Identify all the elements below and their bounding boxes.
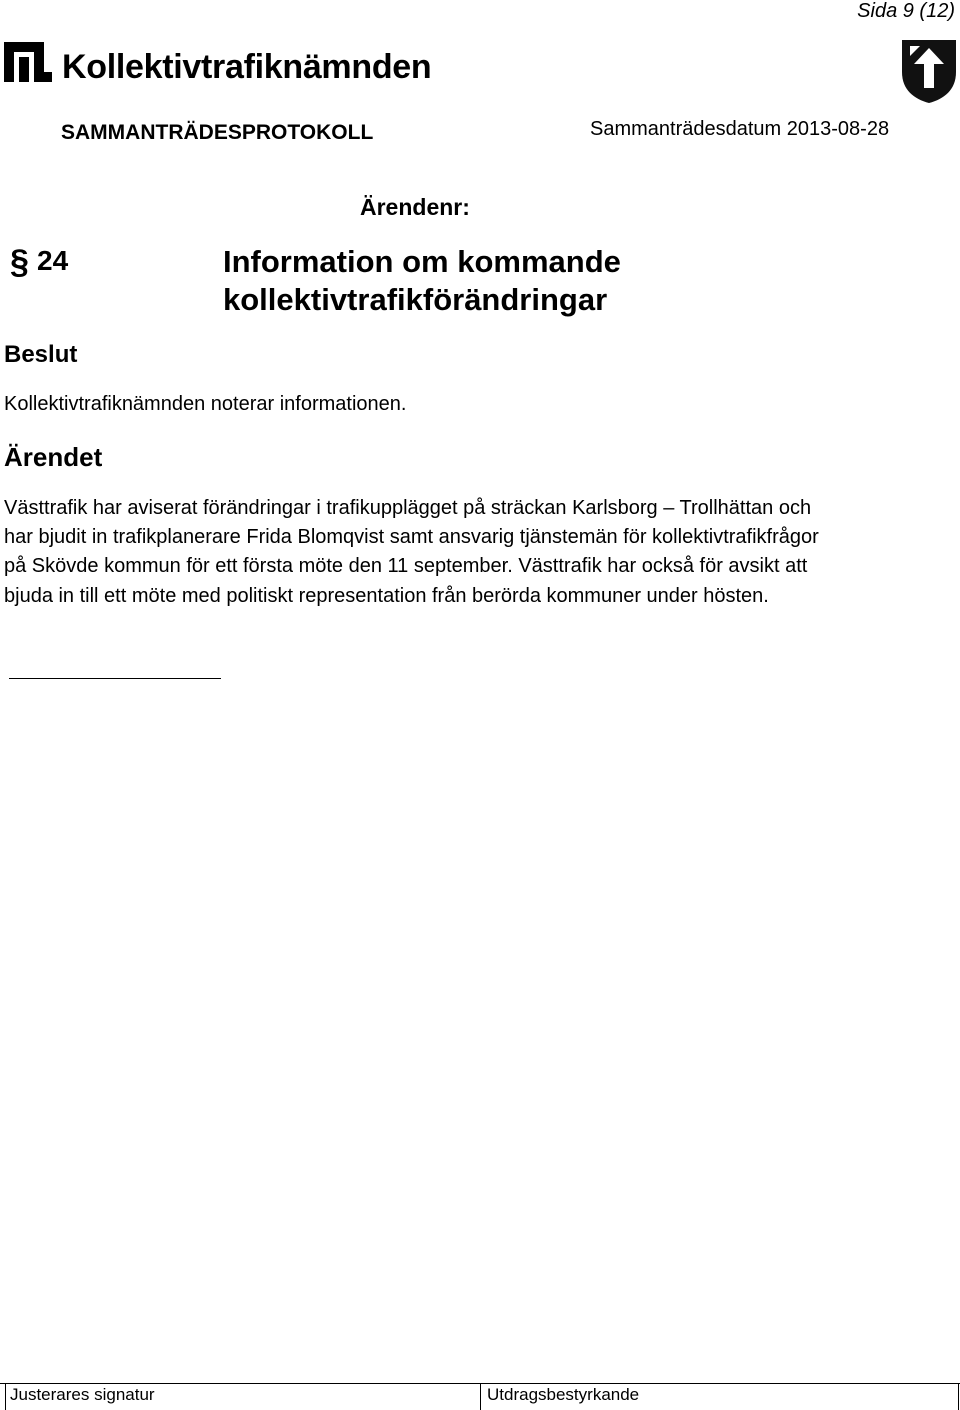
footer-cell-border: [480, 1383, 481, 1410]
matter-heading: Ärendet: [4, 442, 103, 472]
footer-cell-border: [958, 1383, 959, 1410]
protocol-label: SAMMANTRÄDESPROTOKOLL: [61, 121, 374, 144]
organization-name: Kollektivtrafiknämnden: [62, 48, 432, 86]
matter-text: Västtrafik har aviserat förändringar i trafikupplägget på sträckan Karlsborg – Trollhättan och har bjudit in trafikplanerare Frida Blomqvist samt ansvarig tjänstemän för kollektivtrafikfrågor på Skövde kommun för ett första möte den 11 september. Västtrafik har också för avsikt att bjuda in till ett möte med politiskt representation från berörda kommuner under hösten.: [4, 497, 819, 607]
signature-field-label: Justerares signatur: [10, 1385, 155, 1404]
paragraph-symbol: §: [10, 243, 29, 281]
case-number-label: Ärendenr:: [360, 194, 470, 220]
organization-logo-icon: [4, 40, 52, 84]
meeting-date: Sammanträdesdatum 2013-08-28: [590, 118, 890, 140]
footer-cell-border: [5, 1383, 6, 1410]
coat-of-arms-icon: [900, 38, 958, 104]
page-number: Sida 9 (12): [857, 0, 955, 22]
paragraph-number: 24: [37, 245, 69, 276]
certification-field-label: Utdragsbestyrkande: [487, 1385, 640, 1404]
end-rule: [9, 678, 221, 679]
decision-text: Kollektivtrafiknämnden noterar informationen.: [4, 393, 407, 415]
decision-heading: Beslut: [4, 341, 78, 368]
section-title: Information om kommande kollektivtrafikförändringar: [223, 244, 621, 317]
